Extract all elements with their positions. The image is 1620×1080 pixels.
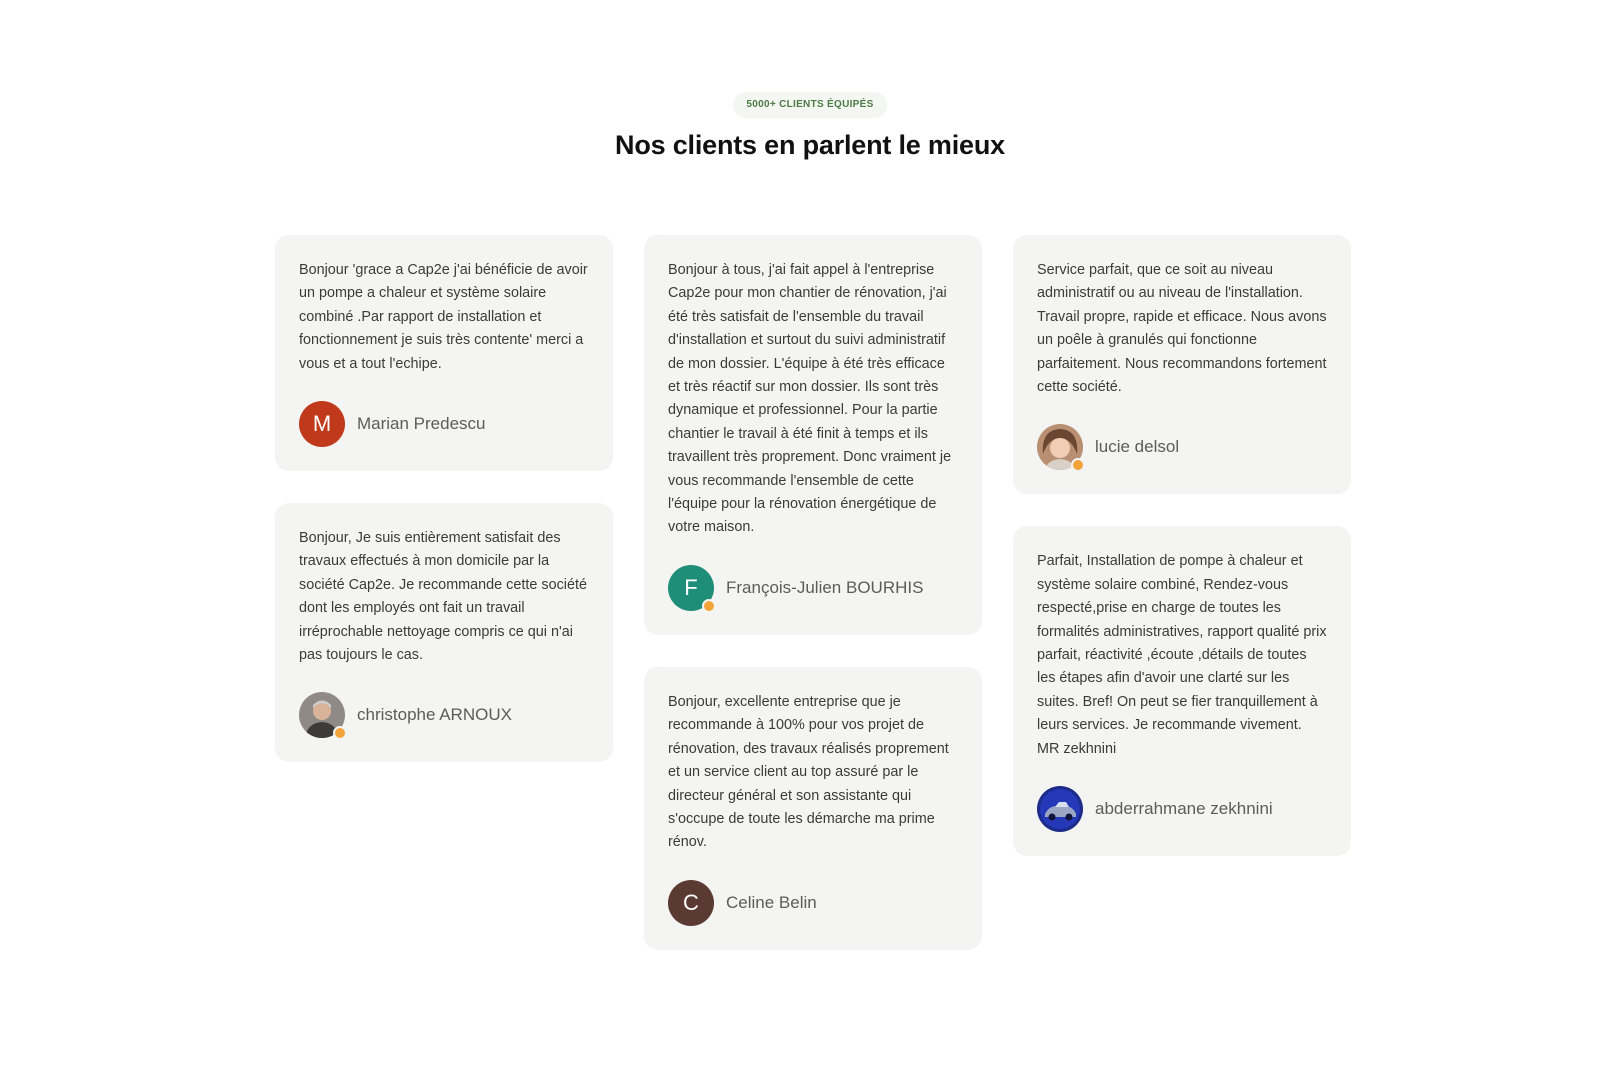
review-card [644, 667, 982, 950]
review-column-2 [644, 235, 982, 982]
section-header [0, 92, 1620, 161]
review-card [1013, 526, 1351, 856]
review-author [668, 880, 958, 926]
verified-dot-icon [702, 599, 716, 613]
author-name: Celine Belin [726, 892, 817, 912]
author-name: Marian Predescu [357, 414, 486, 434]
author-name: lucie delsol [1095, 437, 1180, 457]
avatar [1037, 424, 1083, 470]
review-author [668, 565, 958, 611]
review-text: Service parfait, que ce soit au niveau administratif ou au niveau de l'installation. Travail propre, rapide et efficace. Nous avons un poêle à granulés qui fonctionne parfaitement. Nous recommandons fortement cette société. [1037, 262, 1327, 396]
clients-badge: 5000+ CLIENTS ÉQUIPÉS [733, 92, 886, 118]
review-card [644, 235, 982, 635]
review-column-1 [275, 235, 613, 794]
avatar [668, 565, 714, 611]
avatar [299, 401, 345, 447]
avatar [299, 692, 345, 738]
verified-dot-icon [333, 726, 347, 740]
car-photo-icon [1037, 786, 1083, 832]
review-column-3 [1013, 235, 1351, 888]
review-text: Bonjour à tous, j'ai fait appel à l'entreprise Cap2e pour mon chantier de rénovation, j'ai été très satisfait de l'ensemble du travail d'installation et surtout du suivi administratif de mon dossier. L'équipe à été très efficace et très réactif sur mon dossier. Ils sont très dynamique et professionnel. Pour la partie chantier le travail à été finit à temps et ils travaillent très proprement. Donc vraiment je vous recommande l'ensemble de cette l'équipe pour la rénovation énergétique de votre maison. [668, 262, 952, 536]
review-card [275, 235, 613, 471]
review-text: Parfait, Installation de pompe à chaleur et système solaire combiné, Rendez-vous respecté,prise en charge de toutes les formalités administratives, rapport qualité prix parfait, réactivité ,écoute ,détails de toutes les étapes afin d'avoir une clarté sur les suites. Bref! On peut se fier tranquillement à leurs services. Je recommande vivement. MR zekhnini [1037, 553, 1327, 757]
avatar-initial: F [684, 574, 698, 600]
review-author [299, 692, 589, 738]
author-name: abderrahmane zekhnini [1095, 799, 1273, 819]
author-name: christophe ARNOUX [357, 705, 512, 725]
verified-dot-icon [1071, 458, 1085, 472]
avatar-initial: M [312, 411, 332, 437]
review-author [299, 401, 589, 447]
review-card [1013, 235, 1351, 494]
review-text: Bonjour, Je suis entièrement satisfait des travaux effectués à mon domicile par la société Cap2e. Je recommande cette société dont les employés ont fait un travail irréprochable nettoyage compris ce qui n'ai pas toujours le cas. [299, 530, 587, 664]
review-card [275, 503, 613, 762]
review-text: Bonjour 'grace a Cap2e j'ai bénéficie de avoir un pompe a chaleur et système solaire combiné .Par rapport de installation et fonctionnement je suis très contente' merci a vous et a tout l'echipe. [299, 262, 588, 372]
review-author [1037, 424, 1327, 470]
author-name: François-Julien BOURHIS [726, 577, 924, 597]
avatar [1037, 786, 1083, 832]
avatar-initial: C [683, 889, 699, 915]
review-author [1037, 786, 1327, 832]
section-title: Nos clients en parlent le mieux [615, 130, 1005, 160]
avatar [668, 880, 714, 926]
review-text: Bonjour, excellente entreprise que je recommande à 100% pour vos projet de rénovation, des travaux réalisés proprement et un service client au top assuré par le directeur général et son assistante qui s'occupe de toute les démarche ma prime rénov. [668, 693, 949, 851]
